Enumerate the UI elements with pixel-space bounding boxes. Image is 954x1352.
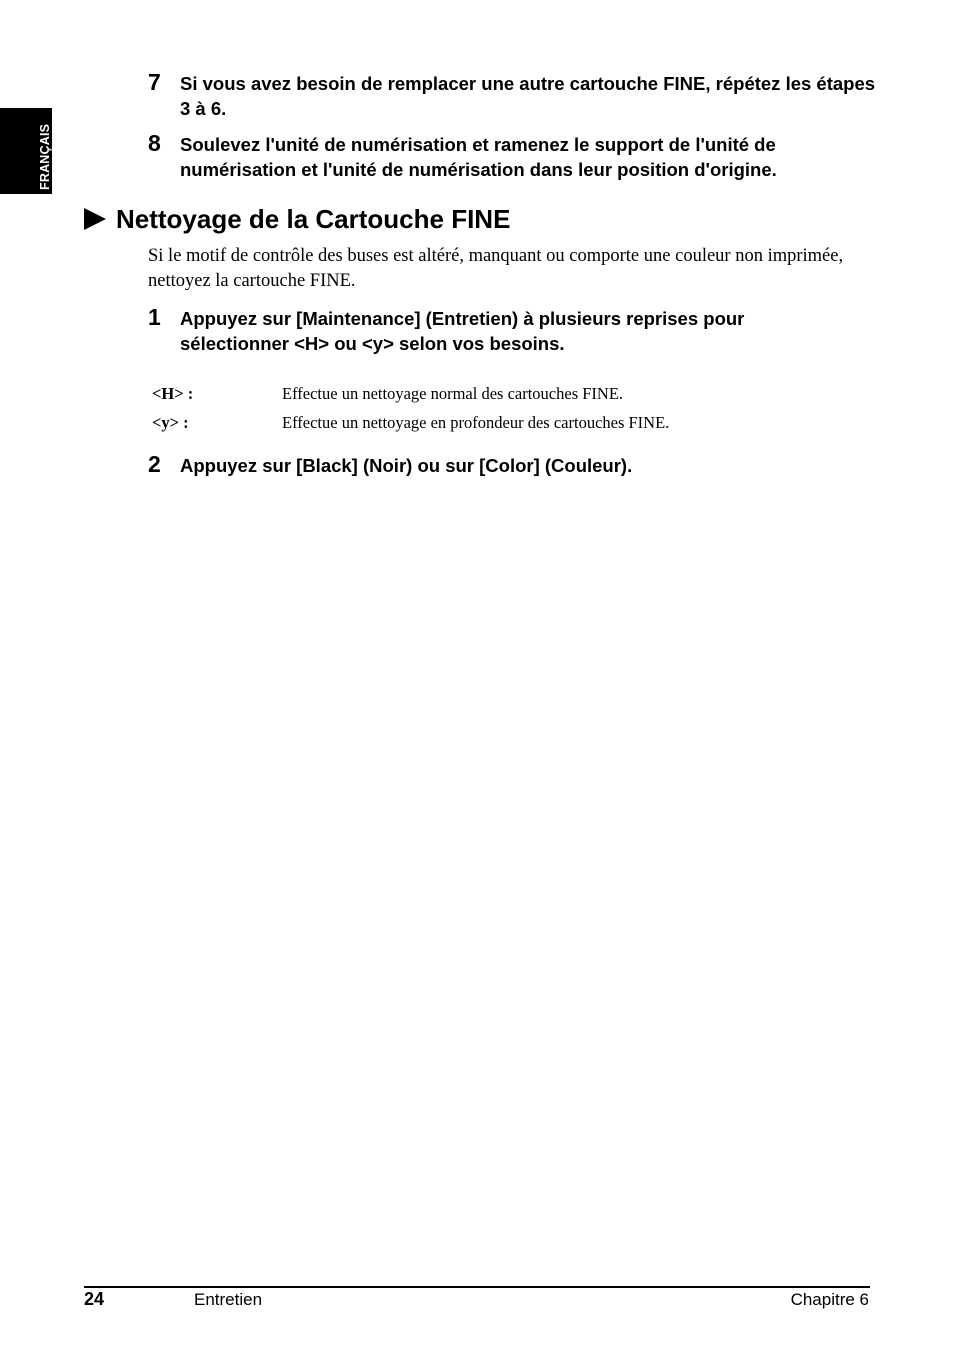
step-text-2: Appuyez sur [Black] (Noir) ou sur [Color] (Couleur). bbox=[180, 455, 633, 476]
section-heading bbox=[84, 202, 510, 236]
option-key-y: <y> : bbox=[152, 413, 189, 432]
section-title: Nettoyage de la Cartouche FINE bbox=[116, 204, 511, 234]
language-tab-label: FRANÇAIS bbox=[38, 123, 52, 190]
step-number-8: 8 bbox=[148, 130, 161, 156]
step-number-2: 2 bbox=[148, 451, 161, 477]
step-text-8: Soulevez l'unité de numérisation et ramenez le support de l'unité de numérisation et l'unité de numérisation dans leur position d'origine. bbox=[180, 134, 777, 180]
option-desc-h: Effectue un nettoyage normal des cartouches FINE. bbox=[282, 384, 624, 403]
triangle-bullet-icon bbox=[84, 208, 106, 230]
option-desc-y: Effectue un nettoyage en profondeur des cartouches FINE. bbox=[282, 413, 670, 432]
step-number-7: 7 bbox=[148, 69, 161, 95]
section-intro: Si le motif de contrôle des buses est altéré, manquant ou comporte une couleur non imprimée, nettoyez la cartouche FINE. bbox=[148, 246, 844, 291]
footer-page-number: 24 bbox=[84, 1289, 105, 1309]
step-text-1: Appuyez sur [Maintenance] (Entretien) à plusieurs reprises pour sélectionner <H> ou <y> selon vos besoins. bbox=[180, 308, 745, 354]
footer-divider bbox=[84, 1286, 870, 1288]
footer-section-name: Entretien bbox=[194, 1290, 263, 1309]
step-number-1: 1 bbox=[148, 304, 161, 330]
footer-chapter: Chapitre 6 bbox=[790, 1290, 869, 1309]
step-text-7: Si vous avez besoin de remplacer une autre cartouche FINE, répétez les étapes 3 à 6. bbox=[180, 73, 876, 119]
option-key-h: <H> : bbox=[152, 384, 194, 403]
